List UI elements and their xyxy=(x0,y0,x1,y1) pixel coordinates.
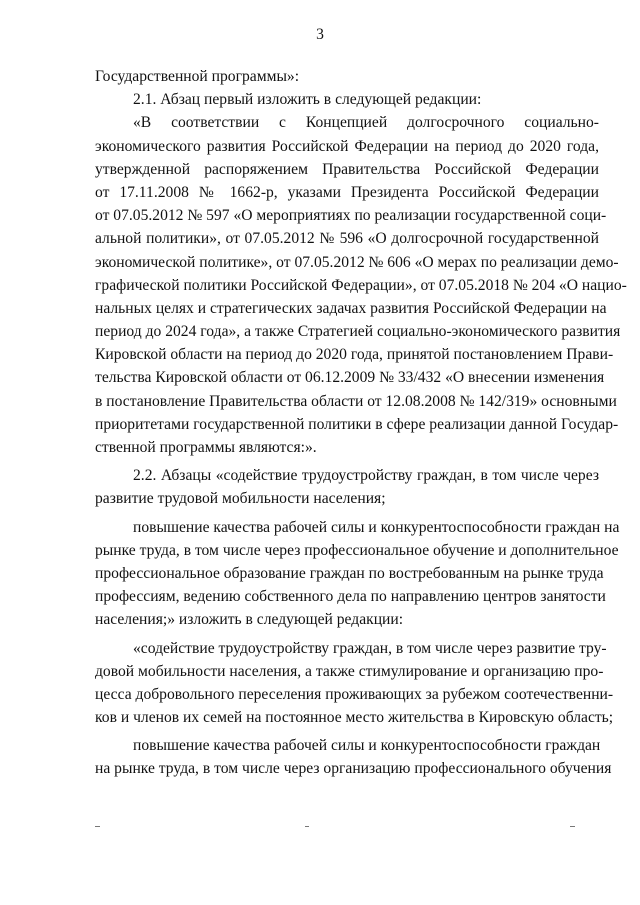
scan-mark xyxy=(305,826,309,827)
text-line: Государственной программы»: xyxy=(95,68,300,85)
scan-artifacts xyxy=(95,826,599,836)
text-line: ственной программы являются:». xyxy=(95,439,317,456)
text-line: период до 2024 года», а также Стратегией социально-экономического развития xyxy=(95,323,621,341)
text-line: альной политики», от 07.05.2012 № 596 «О долгосрочной государственной xyxy=(95,230,599,248)
text-line: развитие трудовой мобильности населения; xyxy=(95,490,386,508)
text-line: цесса добровольного переселения проживающих за рубежом соотечественни- xyxy=(95,685,614,703)
paragraph-quality-old xyxy=(95,516,620,632)
text-line: графической политики Российской Федерации», от 07.05.2018 № 204 «О нацио- xyxy=(95,276,627,294)
text-line: рынке труда, в том числе через профессиональное обучение и дополнительное xyxy=(95,541,619,559)
text-line: от 17.11.2008 № 1662-р, указами Президента Российской Федерации xyxy=(95,183,599,201)
text-line: в постановление Правительства области от 12.08.2008 № 142/319» основными xyxy=(95,392,617,410)
text-line: Кировской области на период до 2020 года, принятой постановлением Прави- xyxy=(95,346,614,364)
text-line: тельства Кировской области от 06.12.2009 № 33/432 «О внесении изменения xyxy=(95,369,605,387)
text-line: «содействие трудоустройству граждан, в том числе через развитие тру- xyxy=(133,639,607,657)
paragraph-quoted-wording xyxy=(95,111,627,459)
scan-mark xyxy=(95,826,100,827)
text-line: экономического развития Российской Федерации на период до 2020 года, xyxy=(95,137,599,155)
text-line: профессиональное образование граждан по востребованным на рынке труда xyxy=(95,564,604,582)
text-line: от 07.05.2012 № 597 «О мероприятиях по реализации государственной соци- xyxy=(95,207,607,225)
text-line: приоритетами государственной политики в сфере реализации данной Государ- xyxy=(95,415,619,433)
page-number: 3 xyxy=(316,26,324,43)
text-line: профессиям, ведению собственного дела по направлению центров занятости xyxy=(95,588,606,606)
text-line: довой мобильности населения, а также стимулирование и организацию про- xyxy=(95,662,604,680)
text-line: нальных целях и стратегических задачах развития Российской Федерации на xyxy=(95,299,607,317)
text-line: утвержденной распоряжением Правительства Российской Федерации xyxy=(95,160,599,178)
text-line: 2.2. Абзацы «содействие трудоустройству граждан, в том числе через xyxy=(133,467,599,485)
text-line: населения;» изложить в следующей редакции: xyxy=(95,611,404,629)
paragraph-quality-new xyxy=(95,734,612,780)
paragraph-2-1 xyxy=(95,88,599,111)
text-line: 2.1. Абзац первый изложить в следующей редакции: xyxy=(133,91,482,109)
paragraph-program-continuation xyxy=(95,65,599,88)
text-line: повышение качества рабочей силы и конкурентоспособности граждан на xyxy=(133,518,620,536)
text-line: ков и членов их семей на постоянное место жительства в Кировскую область; xyxy=(95,709,614,727)
text-line: «В соответствии с Концепцией долгосрочного социально- xyxy=(133,114,599,132)
paragraph-2-2 xyxy=(95,464,599,510)
text-line: повышение качества рабочей силы и конкурентоспособности граждан xyxy=(133,737,601,755)
paragraph-employment-new xyxy=(95,637,614,730)
scan-mark xyxy=(570,826,575,827)
document-body xyxy=(95,65,627,781)
text-line: на рынке труда, в том числе через организацию профессионального обучения xyxy=(95,760,612,778)
text-line: экономической политике», от 07.05.2012 № 606 «О мерах по реализации демо- xyxy=(95,253,619,271)
